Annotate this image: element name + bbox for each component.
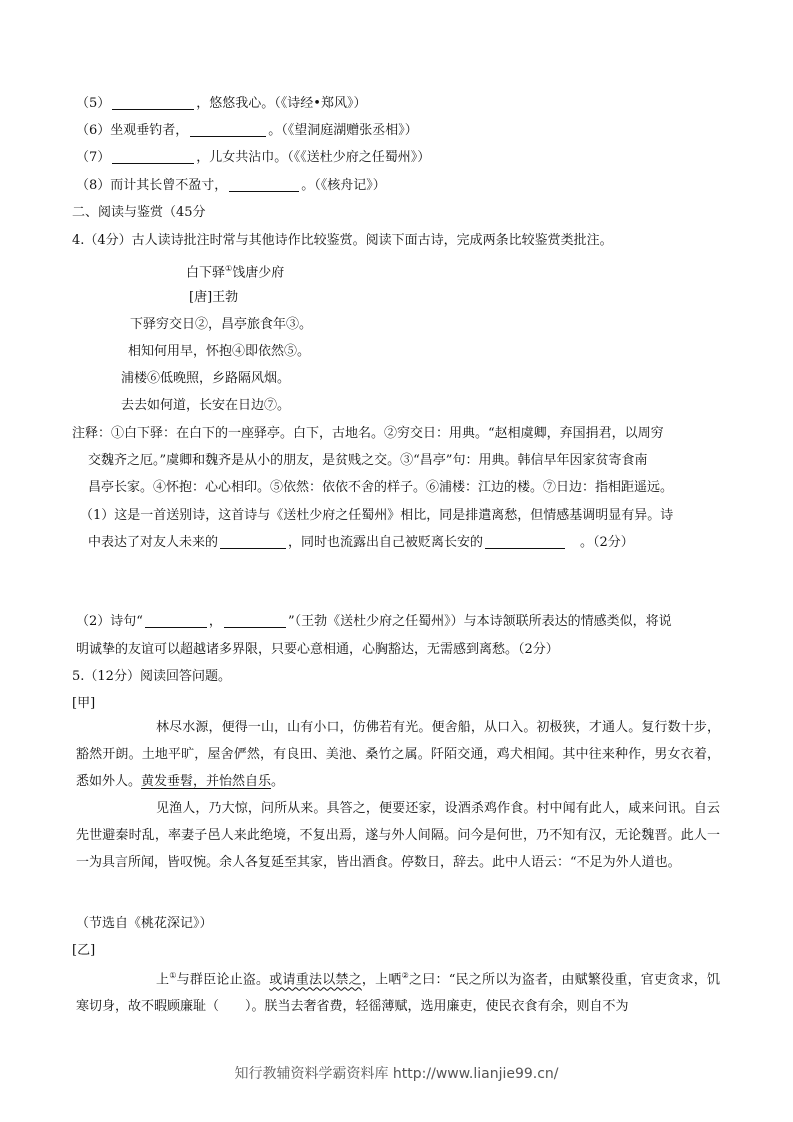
- fill-in-item-5: （5） ，悠悠我心。（《诗经•郑风》）: [76, 96, 367, 111]
- question-5-stem: 5.（12分）阅读回答问题。: [72, 669, 231, 684]
- question-4-sub-2: （2）诗句“ ， ”（王勃《送杜少府之任蜀州》）与本诗颔联所表达的情感类似，将说: [76, 614, 672, 629]
- passage-yi-paragraph-1: 上①与群臣论止盗。或请重法以禁之，上哂②之曰：“民之所以为盗者，由赋繁役重，官吏贪求，饥寒切身，故不暇顾廉耻（ ）。朕当去奢省费，轻徭薄赋，选用廉吏，使民衣食有余，则自不为: [76, 971, 720, 1015]
- passage-label-yi: [乙]: [72, 943, 96, 958]
- fill-in-item-6: （6）坐观垂钓者， 。（《望洞庭湖赠张丞相》）: [76, 123, 418, 138]
- poem-line: 去去如何道，长安在日边⑦。: [121, 398, 291, 413]
- passage-source: （节选自《桃花深记》）: [76, 916, 213, 931]
- answer-blank[interactable]: [112, 149, 194, 164]
- question-4-sub-1: （1）这是一首送别诗，这首诗与《送杜少府之任蜀州》相比，同是排遣离愁，但情感基调明显有异。诗: [80, 508, 674, 523]
- answer-blank[interactable]: [190, 122, 266, 137]
- passage-jia-paragraph-2: 见渔人，乃大惊，问所从来。具答之，便要还家，设酒杀鸡作食。村中闻有此人，咸来问讯。自云先世避秦时乱，率妻子邑人来此绝境，不复出焉，遂与外人间隔。问今是何世，乃不知有汉，无论魏晋。此人一一为具言所闻，皆叹惋。余人各复延至其家，皆出酒食。停数日，辞去。此中人语云：“不足为外人道也。: [76, 801, 720, 870]
- answer-blank[interactable]: [112, 95, 194, 110]
- poem-line: 相知何用早，怀抱④即依然⑤。: [128, 344, 311, 359]
- poem-title: 白下驿①饯唐少府: [186, 264, 285, 281]
- poem-notes: 昌亭长家。④怀抱：心心相印。⑤依然：依依不舍的样子。⑥浦楼：江边的楼。⑦日边：指相距遥远。: [88, 480, 674, 495]
- page-footer: 知行教辅资料学霸资料库 http://www.lianjie99.cn/: [234, 1066, 559, 1082]
- fill-in-item-8: （8）而计其长曾不盈寸， 。（《核舟记》）: [76, 178, 386, 193]
- poem-line: 下驿穷交日②，昌亭旅食年③。: [130, 317, 313, 332]
- section-heading: 二、阅读与鉴赏（45分: [72, 205, 206, 220]
- poem-author: [唐]王勃: [189, 290, 239, 305]
- fill-in-item-7: （7） ，儿女共沾巾。（《《送杜少府之任蜀州》）: [76, 150, 431, 165]
- answer-blank[interactable]: [145, 613, 207, 628]
- answer-blank[interactable]: [485, 534, 565, 549]
- poem-notes: 交魏齐之厄。”虞卿和魏齐是从小的朋友，是贫贱之交。③“昌亭”句：用典。韩信早年因家贫寄食南: [88, 453, 648, 468]
- poem-line: 浦楼⑥低晚照，乡路隔风烟。: [121, 371, 291, 386]
- underlined-sentence: 黄发垂髫，并怡然自乐: [141, 774, 272, 789]
- wavy-underlined-sentence: 或请重法以禁之: [269, 972, 362, 988]
- poem-notes: 注释：①白下驿：在白下的一座驿亭。白下，古地名。②穷交日：用典。“赵相虞卿，弃国捐君，以周穷: [72, 426, 664, 441]
- answer-blank[interactable]: [220, 534, 286, 549]
- answer-blank[interactable]: [229, 177, 299, 192]
- passage-label-jia: [甲]: [72, 696, 96, 711]
- question-4-stem: 4.（4分）古人读诗批注时常与其他诗作比较鉴赏。阅读下面古诗，完成两条比较鉴赏类批注。: [72, 233, 613, 248]
- passage-jia-paragraph-1: 林尽水源，便得一山，山有小口，仿佛若有光。便舍船，从口入。初极狭，才通人。复行数十步，豁然开朗。土地平旷，屋舍俨然，有良田、美池、桑竹之属。阡陌交通，鸡犬相闻。其中往来种作，男女衣着，悉如外人。黄发垂髫，并怡然自乐。: [76, 720, 720, 789]
- answer-blank[interactable]: [224, 613, 286, 628]
- question-4-sub-1-line2: 中表达了对友人未来的 ，同时也流露出自己被贬离长安的 。（2分）: [88, 535, 634, 550]
- question-4-sub-2-line2: 明诚挚的友谊可以超越诸多界限，只要心意相通，心胸豁达，无需感到离愁。（2分）: [76, 642, 559, 657]
